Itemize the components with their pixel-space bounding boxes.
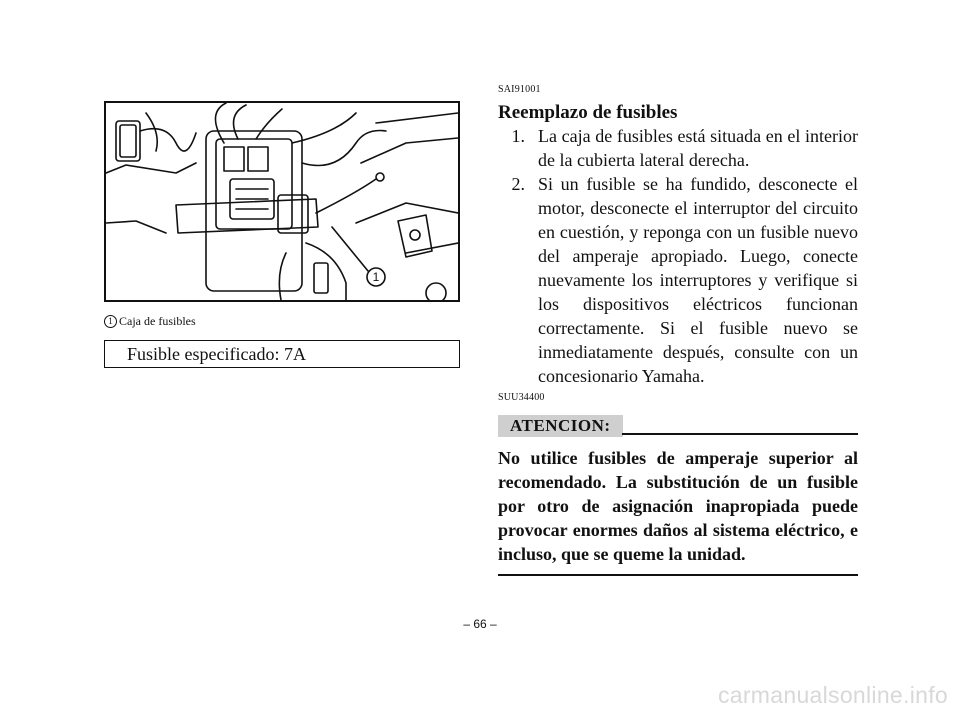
page-number: – 66 – [463,617,497,631]
caption-text: Caja de fusibles [119,314,196,328]
warning-label: ATENCION: [498,415,623,437]
caption-callout-number: 1 [104,315,117,328]
steps-list [498,124,858,388]
callout-number: 1 [372,270,380,284]
step-number: 1. [511,126,525,146]
warning-code: SUU34400 [498,392,545,403]
fuse-spec-text: Fusible especificado: 7A [127,344,306,364]
list-item [498,124,858,172]
list-item [498,172,858,388]
warning-header [498,415,858,439]
fuse-box-drawing [106,103,458,300]
fuse-spec-box [104,340,460,368]
warning-bottom-rule [498,574,858,576]
watermark: carmanualsonline.info [717,682,948,708]
warning-rule [622,433,858,435]
step-text: Si un fusible se ha fundido, desconecte el motor, desconecte el interruptor del circuito en cuestión, y reponga con un fusible nuevo del amperaje apropiado. Luego, conecte nuevamente los interruptores y verifique si los dispositivos eléctricos funcionan correctamente. Si el fusible nuevo se inmediatamente después, consulte con un concesionario Yamaha. [538,174,858,386]
warning-text: No utilice fusibles de amperaje superior al recomendado. La substitución de un fusible por otro de asignación inapropiada puede provocar enormes daños al sistema eléctrico, e incluso, que se queme la unidad. [498,448,858,564]
step-number: 2. [511,174,525,194]
section-heading: Reemplazo de fusibles [498,102,678,123]
figure-caption [104,314,196,329]
section-code: SAI91001 [498,84,541,95]
step-text: La caja de fusibles está situada en el interior de la cubierta lateral derecha. [538,126,858,170]
fuse-box-illustration [104,101,460,302]
